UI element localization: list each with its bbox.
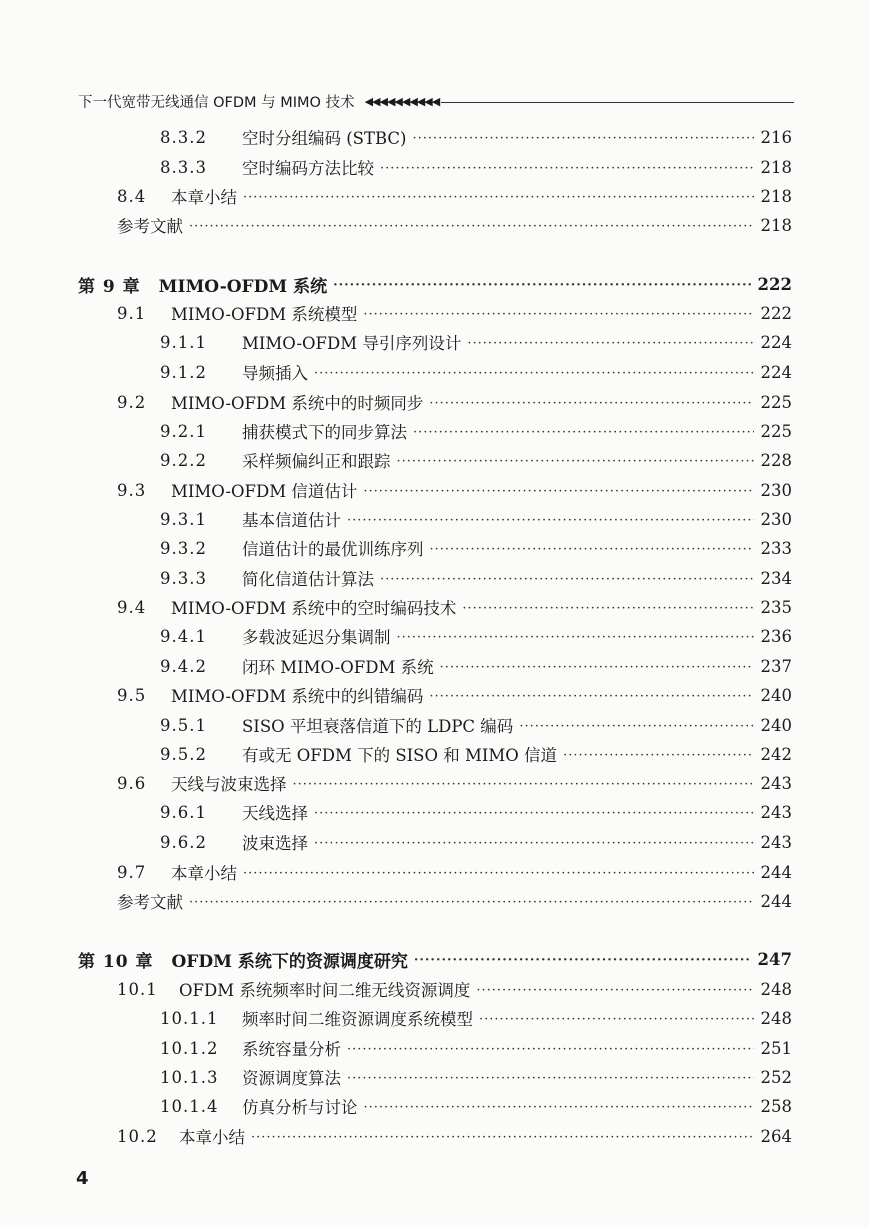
header-title: 下一代宽带无线通信 OFDM 与 MIMO 技术 [78, 94, 355, 111]
toc-entry-9-4-1[interactable]: 9.4.1 多载波延迟分集调制 ····· 236 [160, 622, 792, 650]
toc-entry-10-1-3[interactable]: 10.1.3 资源调度算法 ····· 252 [160, 1063, 792, 1091]
toc-entry-references-8[interactable]: 参考文献 ····· 218 [117, 211, 792, 239]
toc-entry-references-9[interactable]: 参考文献 ····· 244 [117, 887, 792, 915]
toc-entry-8-3-2[interactable]: 8.3.2 空时分组编码 (STBC) ····· 216 [160, 123, 792, 151]
toc-chapter-10[interactable]: 第 10 章 OFDM 系统下的资源调度研究 ····· 247 [78, 945, 792, 973]
header-rule [441, 102, 794, 103]
toc-entry-9-3[interactable]: 9.3 MIMO-OFDM 信道估计 ····· 230 [117, 476, 792, 504]
header-arrows: ◀◀◀◀◀◀◀◀◀◀ [364, 94, 440, 108]
toc-entry-10-1-1[interactable]: 10.1.1 频率时间二维资源调度系统模型 ····· 248 [160, 1004, 792, 1032]
toc-entry-9-5-2[interactable]: 9.5.2 有或无 OFDM 下的 SISO 和 MIMO 信道 ····· 242 [160, 740, 792, 768]
toc-entry-8-4[interactable]: 8.4 本章小结 ····· 218 [117, 182, 792, 210]
toc-entry-9-2-1[interactable]: 9.2.1 捕获模式下的同步算法 ····· 225 [160, 417, 792, 445]
running-header [78, 90, 794, 112]
toc-entry-10-1-4[interactable]: 10.1.4 仿真分析与讨论 ····· 258 [160, 1092, 792, 1120]
toc-entry-9-5[interactable]: 9.5 MIMO-OFDM 系统中的纠错编码 ····· 240 [117, 681, 792, 709]
toc-entry-9-2[interactable]: 9.2 MIMO-OFDM 系统中的时频同步 ····· 225 [117, 388, 792, 416]
toc-entry-10-1[interactable]: 10.1 OFDM 系统频率时间二维无线资源调度 ····· 248 [117, 975, 792, 1003]
toc-chapter-9[interactable]: 第 9 章 MIMO-OFDM 系统 ····· 222 [78, 270, 792, 298]
toc-entry-9-4[interactable]: 9.4 MIMO-OFDM 系统中的空时编码技术 ····· 235 [117, 593, 792, 621]
toc-entry-8-3-3[interactable]: 8.3.3 空时编码方法比较 ····· 218 [160, 153, 792, 181]
toc-entry-9-5-1[interactable]: 9.5.1 SISO 平坦衰落信道下的 LDPC 编码 ····· 240 [160, 711, 792, 739]
toc-entry-9-1-2[interactable]: 9.1.2 导频插入 ····· 224 [160, 358, 792, 386]
toc-entry-9-6-2[interactable]: 9.6.2 波束选择 ····· 243 [160, 828, 792, 856]
toc-entry-9-6-1[interactable]: 9.6.1 天线选择 ····· 243 [160, 798, 792, 826]
toc-entry-9-3-3[interactable]: 9.3.3 简化信道估计算法 ····· 234 [160, 564, 792, 592]
page-number: 4 [76, 1168, 89, 1189]
toc-entry-9-6[interactable]: 9.6 天线与波束选择 ····· 243 [117, 769, 792, 797]
toc-entry-9-3-1[interactable]: 9.3.1 基本信道估计 ····· 230 [160, 505, 792, 533]
toc-entry-9-4-2[interactable]: 9.4.2 闭环 MIMO-OFDM 系统 ····· 237 [160, 652, 792, 680]
toc-entry-9-1[interactable]: 9.1 MIMO-OFDM 系统模型 ····· 222 [117, 299, 792, 327]
toc-entry-9-7[interactable]: 9.7 本章小结 ····· 244 [117, 858, 792, 886]
toc-entry-10-1-2[interactable]: 10.1.2 系统容量分析 ····· 251 [160, 1034, 792, 1062]
toc-entry-10-2[interactable]: 10.2 本章小结 ····· 264 [117, 1122, 792, 1150]
toc-entry-9-2-2[interactable]: 9.2.2 采样频偏纠正和跟踪 ····· 228 [160, 446, 792, 474]
toc-entry-9-3-2[interactable]: 9.3.2 信道估计的最优训练序列 ····· 233 [160, 534, 792, 562]
toc-entry-9-1-1[interactable]: 9.1.1 MIMO-OFDM 导引序列设计 ····· 224 [160, 328, 792, 356]
